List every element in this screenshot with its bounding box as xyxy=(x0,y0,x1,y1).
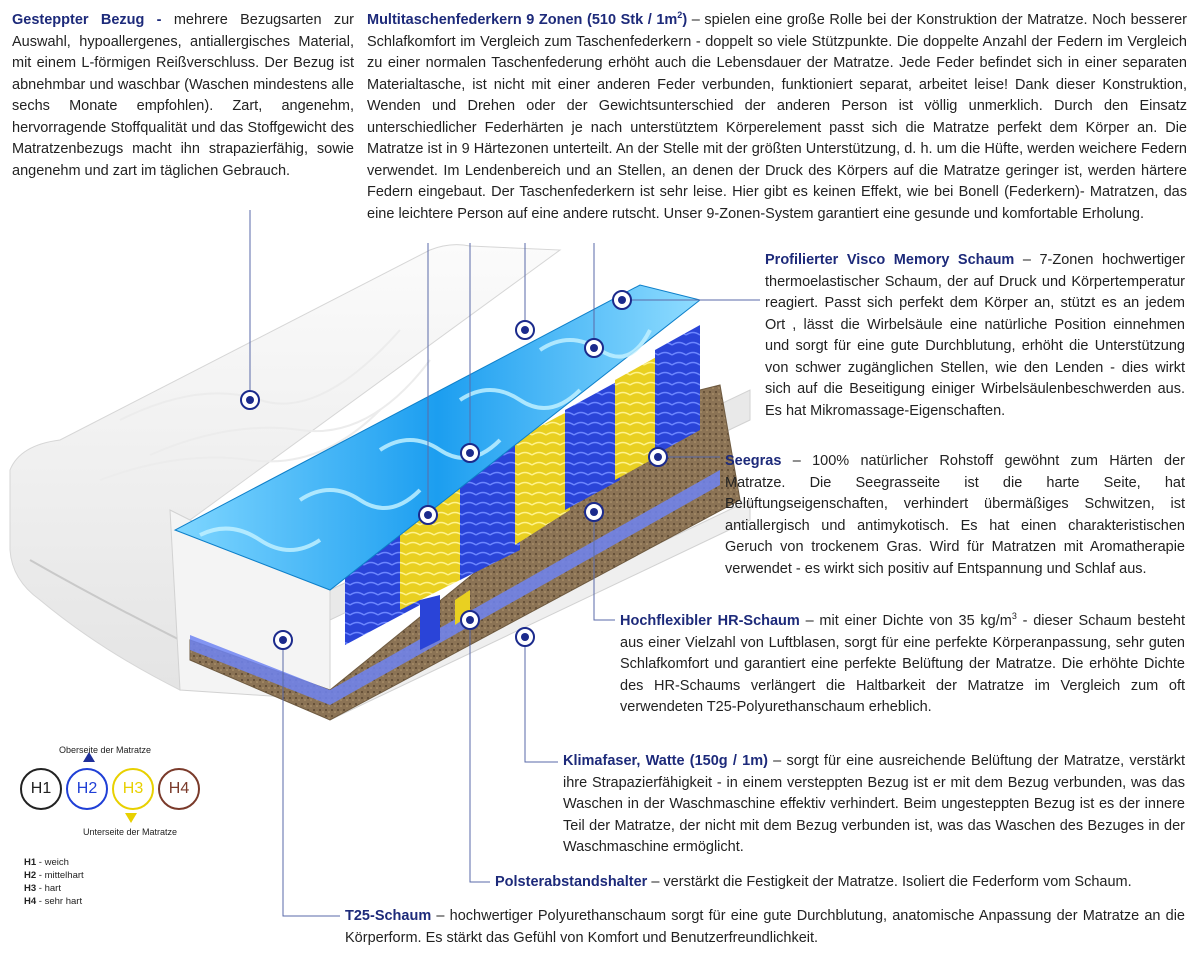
hr-foam-body-sup: 3 xyxy=(1011,611,1017,622)
cover-description xyxy=(12,10,354,182)
visco-body: – 7-Zonen hochwertiger thermoelastischer Schaum, der auf Druck und Körpertemperatur reagiert. Passt sich perfekt dem Körper an, stützt es an jedem Ort , lässt die Wirbelsäule eine natürliche Position einnehmen und sorgt für eine gute Durchblutung, erhöht die Unterstützung von schwer zugänglichen Stellen, wie den Lenden - dies wirkt sich auf die Beseitigung einiger Wirbelsäulenbeschwerden aus. Es hat Mikromassage-Eigenschaften. xyxy=(765,252,1185,419)
seegras-description xyxy=(725,451,1185,580)
visco-heading: Profilierter Visco Memory Schaum xyxy=(765,252,1015,268)
marker-cover xyxy=(241,391,259,409)
hardness-key xyxy=(24,856,84,908)
hr-foam-body-a: – mit einer Dichte von 35 kg/m xyxy=(799,613,1012,629)
pocket-spring-heading-sup: 2 xyxy=(677,10,683,21)
hardness-key-row xyxy=(24,856,84,869)
hardness-key-code: H4 xyxy=(24,896,37,907)
t25-description xyxy=(345,906,1185,949)
cover-heading: Gesteppter Bezug - xyxy=(12,12,162,28)
seegras-heading: Seegras xyxy=(725,453,782,469)
marker-klima xyxy=(516,628,534,646)
marker-pocket-3 xyxy=(516,321,534,339)
pocket-spring-heading xyxy=(367,12,687,28)
hardness-circle-h3: H3 xyxy=(112,768,154,810)
hardness-circle-h4: H4 xyxy=(158,768,200,810)
marker-seegras xyxy=(649,448,667,466)
pocket-spring-heading-end: ) xyxy=(682,12,688,28)
hr-foam-description xyxy=(620,611,1185,719)
pocket-spring-heading-text: Multitaschenfederkern 9 Zonen (510 Stk / 1m xyxy=(367,12,678,28)
hardness-circle-h1: H1 xyxy=(20,768,62,810)
marker-polster xyxy=(461,611,479,629)
marker-t25 xyxy=(274,631,292,649)
hardness-key-code: H1 xyxy=(24,857,37,868)
hardness-circle-h2: H2 xyxy=(66,768,108,810)
cover-body: mehrere Bezugsarten zur Auswahl, hypoallergenes, antiallergisches Material, mit einem L-förmigen Reißverschluss. Der Bezug ist abnehmbar und waschbar (Waschen mindestens alle sechs Monate empfohlen). Zart, angenehm, hervorragende Stoffqualität und das Stoffgewicht des Matratzenbezugs macht ihn strapazierfähig, sowie angenehm und zart im täglichen Gebrauch. xyxy=(12,12,355,179)
polster-description xyxy=(495,872,1195,894)
klima-description xyxy=(563,751,1185,859)
hardness-key-text: - hart xyxy=(36,883,61,894)
polster-body: – verstärkt die Festigkeit der Matratze. Isoliert die Federform vom Schaum. xyxy=(647,874,1132,890)
hardness-key-text: - mittelhart xyxy=(36,870,84,881)
hardness-key-text: - sehr hart xyxy=(36,896,83,907)
polster-heading: Polsterabstandshalter xyxy=(495,874,648,890)
seegras-body: – 100% natürlicher Rohstoff gewöhnt zum Härten der Matratze. Die Seegrasseite ist die harte Seite, hat Belüftungseigenschaften, verhindert übermäßiges Schwitzen, ist antiallergisch und antimykotisch. Es hat einen charakteristischen Geruch von trockenem Gras. Wird für Matratzen mit Aromatherapie verwendet - es wirkt sich positiv auf Entspannung und Schlaf aus. xyxy=(725,453,1185,577)
legend-bottom-caption: Unterseite der Matratze xyxy=(82,827,178,837)
hr-foam-heading: Hochflexibler HR-Schaum xyxy=(620,613,800,629)
marker-pocket-1 xyxy=(419,506,437,524)
marker-visco xyxy=(613,291,631,309)
legend-top-caption: Oberseite der Matratze xyxy=(58,745,152,755)
hardness-key-row xyxy=(24,869,84,882)
klima-heading: Klimafaser, Watte (150g / 1m) xyxy=(563,753,768,769)
klima-body: – sorgt für eine ausreichende Belüftung der Matratze, verstärkt ihre Strapazierfähigkeit - in einem versteppten Bezug ist er mit dem Bezug verbunden, was das Waschen in der Waschmaschine effektiv verhindert. Beim ungesteppten Bezug ist es der innere Teil der Matratze, der nicht mit dem Bezug verbunden ist, was das Waschen des Bezuges in der Waschmaschine ermöglicht. xyxy=(563,753,1185,855)
hardness-legend xyxy=(18,740,208,837)
hardness-key-code: H2 xyxy=(24,870,37,881)
pocket-spring-description xyxy=(367,10,1187,225)
marker-pocket-2 xyxy=(461,444,479,462)
t25-heading: T25-Schaum xyxy=(345,908,432,924)
hardness-key-text: - weich xyxy=(36,857,69,868)
pocket-spring-body: – spielen eine große Rolle bei der Konstruktion der Matratze. Noch besserer Schlafkomfort im Vergleich zum Taschenfederkern - doppelt so viele Stützpunkte. Die doppelte Anzahl der Federn im Vergleich zu einer normalen Taschenfederung erhöht auch die Lebensdauer der Matratze. Jede Feder befindet sich in einer separaten Materialtasche, ist nicht mit einer anderen Feder verbunden, funktioniert separat, arbeitet leise! Dank dieser Konstruktion, Wenden und Drehen oder der Gewichtsunterschied der anderen Person ist völlig unmerklich. Durch den Einsatz unterschiedlicher Federhärten je nach unterstütztem Körperelement passt sich die Matratze perfekt dem Körper an. Die Matratze ist in 9 Härtezonen unterteilt. An der Stelle mit der größten Unterstützung, d. h. um die Hüfte, werden weichere Federn verwendet. Im Lendenbereich und an Stellen, an denen der Druck des Körpers auf die Matratze geringer ist, werden härtere Federn eingebaut. Der Taschenfederkern ist sehr leise. Hier gibt es keinen Effekt, wie bei Bonell (Federkern)- Matratzen, das eine leichtere Person auf eine andere rutscht. Unser 9-Zonen-System garantiert eine gesunde und komfortable Erholung. xyxy=(367,12,1187,222)
hr-foam-body-b: - dieser Schaum besteht aus einer Vielzahl von Luftblasen, sorgt für eine perfekte Körperanpassung, sehr guten Schlafkomfort und garantiert eine perfekte Belüftung der Matratze. Die erhöhte Dichte des HR-Schaums verlängert die Haltbarkeit der Matratze im Vergleich zum oft verwendeten T25-Polyurethanschaum erheblich. xyxy=(620,613,1185,715)
hardness-key-row xyxy=(24,895,84,908)
t25-body: – hochwertiger Polyurethanschaum sorgt für eine gute Durchblutung, anatomische Anpassung der Matratze an die Körperform. Es stärkt das Gefühl von Komfort und Benutzerfreundlichkeit. xyxy=(345,908,1185,946)
hardness-key-code: H3 xyxy=(24,883,37,894)
marker-hr xyxy=(585,503,603,521)
marker-pocket-4 xyxy=(585,339,603,357)
hardness-key-row xyxy=(24,882,84,895)
visco-description xyxy=(765,250,1185,422)
